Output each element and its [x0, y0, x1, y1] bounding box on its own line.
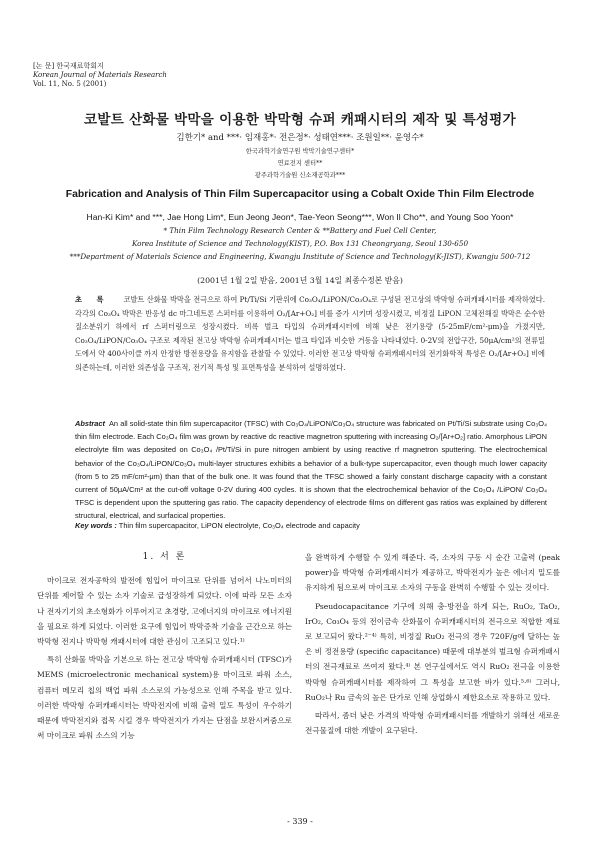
- section-heading: 1. 서 론: [142, 552, 187, 562]
- english-affiliation: Korea Institute of Science and Technology(KIST), P.O. Box 131 Cheongryang, Seoul 130-650: [131, 239, 469, 248]
- keywords-text: Thin film supercapacitor, LiPON electrolyte, Co₃O₄ electrode and capacity: [116, 521, 360, 530]
- journal-name-korean: [논 문] 한국재료학회지: [33, 62, 104, 70]
- journal-name-english: Korean Journal of Materials Research: [33, 71, 167, 79]
- english-abstract: [75, 417, 547, 523]
- english-affiliation: ***Department of Materials Science and Engineering, Kwangju Institute of Science and Technology(K-JIST), Kwangju 500-712: [69, 252, 531, 261]
- body-column-right: [305, 550, 560, 738]
- body-paragraph: 특히 산화물 박막을 기본으로 하는 전고상 박막형 슈퍼캐패시터 (TFSC)가 MEMS (microelectronic mechanical system)용 마이크로 파워 소스, 컴퓨터 메모리 칩의 백업 파워 소스로의 가능성으로 인해 주목을 받고 있다. 이러한 박막형 슈퍼캐패시터는 박막전지에 비해 출력 밀도 특성이 우수하기 때문에 박막전지와 접목 시킬 경우 박막전지가 가지는 단점을 보완시켜줌으로써 마이크로 파워 소스의 기능: [37, 655, 292, 741]
- keywords-label: Key words :: [75, 521, 117, 530]
- page-number: - 339 -: [287, 817, 313, 826]
- keywords: [75, 521, 547, 530]
- english-abstract-text: An all solid-state thin film supercapacitor (TFSC) with Co₃O₄/LiPON/Co₃O₄ structure was fabricated on Pt/Ti/Si substrate using Co₃O₄ thin film electrode. Each Co₃O₄ film was grown by reactive dc reactive magnetron sputtering with increasing O₂/[Ar+O₂] ratio. Amorphous LiPON electrolyte film was deposited on Co₃O₄ /Pt/Ti/Si in pure nitrogen ambient by using reactive rf magnetron sputtering. The electrochemical behavior of the Co₃O₄/LiPON/Co₃O₄ multi-layer structures exhibits a behavior of a bulk-type supercapacitor, even though much lower capacity (from 5 to 25 mF/cm²-μm) than that of the bulk one. It was found that the TFSC showed a fairly constant discharge capacity with a constant current of 50μA/Cm² at the cut-off voltage 0-2V during 400 cycles. It is shown that the electrochemical behavior of the Co₃O₄ /LiPON/ Co₃O₄ TFSC is dependent upon the sputtering gas ratio. The capacity dependency of electrode films on different gas ratios was explained by different structural, electrical, and surfacical properties.: [75, 419, 547, 521]
- body-paragraph: Pseudocapacitance 기구에 의해 충·방전을 하게 되는, RuO₂, TaO₂, IrO₂, Co₃O₄ 등의 전이금속 산화물이 슈퍼캐패시터의 전극으로 적합한 재료로 보고되어 왔다.²⁻⁴⁾ 특히, 비정질 RuO₂ 전극의 경우 720F/g에 달하는 높은 비 정전용량 (specific capacitance) 때문에 대부분의 벌크형 슈퍼캐패시터의 전극재료로 쓰여져 왔다.⁴⁾ 본 연구실에서도 역시 RuO₂ 전극을 이용한 박막형 슈퍼캐패시터를 제작하여 그 특성을 보고한 바가 있다.⁵·⁶⁾ 그러나, RuO₂나 Ru 금속의 높은 단가로 인해 상업화시 제한요소로 작용하고 있다.: [305, 601, 560, 702]
- korean-affiliation: 연료전지 센터**: [277, 160, 323, 167]
- received-dates: (2001년 1월 2일 받음, 2001년 3월 14일 최종수정본 받음): [197, 276, 403, 285]
- korean-abstract: [75, 293, 545, 375]
- journal-volume: Vol. 11, No. 5 (2001): [33, 80, 107, 88]
- english-affiliation: * Thin Film Technology Research Center & **Battery and Fuel Cell Center,: [163, 226, 437, 235]
- korean-affiliation: 한국과학기술연구원 박막기술연구센터*: [245, 148, 355, 155]
- body-paragraph: 을 완벽하게 수행할 수 있게 해준다. 즉, 소자의 구동 시 순간 고출력 (peak power)을 박막형 슈퍼캐패시터가 제공하고, 박막전지가 높은 에너지 밀도를 유지하게 됨으로써 마이크로 소자의 구동을 완벽히 수행할 수 있는 것이다.: [305, 553, 560, 593]
- korean-abstract-text: 코발트 산화물 박막을 전극으로 하여 Pt/Ti/Si 기판위에 Co₃O₄/LiPON/Co₃O₄로 구성된 전고상의 박막형 슈퍼캐패시터를 제작하였다. 각각의 Co₃O₄ 박막은 반응성 dc 마그네트론 스퍼터를 이용하여 O₂/[Ar+O₂] 비를 증가 시키며 성장시켰고, 비정질 LiPON 고체전해질 박막은 순수한 질소분위기 하에서 rf 스퍼터링으로 성장시켰다. 비록 벌크 타입의 슈퍼캐패시터에 비해 낮은 전기용량 (5-25mF/cm²-μm)을 가졌지만, Co₃O₄/LiPON/Co₃O₄ 구조로 제작된 전고상 박막형 슈퍼캐패시터는 벌크 타입과 비슷한 거동을 나타내었다. 0-2V의 전압구간, 50μA/cm²의 전류밀도에서 약 400사이클 까지 안정한 방전용량을 유지함을 관찰할 수 있었다. 이러한 전고상 박막형 슈퍼캐패시터의 전기화학적 특성은 O₂/[Ar+O₂] 비에 의존하는데, 이러한 의존성을 구조적, 전기적 특성 및 표면특성을 분석하여 설명하였다.: [75, 295, 546, 372]
- english-authors: Han-Ki Kim* and ***, Jae Hong Lim*, Eun Jeong Jeon*, Tae-Yeon Seong***, Won Il Cho**, and Young Soo Yoon*: [86, 212, 514, 222]
- english-title: Fabrication and Analysis of Thin Film Supercapacitor using a Cobalt Oxide Thin Film Electrode: [65, 189, 535, 200]
- korean-title: 코발트 산화물 박막을 이용한 박막형 슈퍼 캐패시터의 제작 및 특성평가: [84, 112, 516, 128]
- body-paragraph: 마이크로 전자공학의 발전에 힘입어 마이크로 단위를 넘어서 나노미터의 단위를 제어할 수 있는 소자 기술로 급성장하게 되었다. 이에 따라 모든 소자나 전자기기의 초소형화가 이루어지고 초경량, 고에너지의 마이크로 에너지원을 필요로 하게 되었다. 이러한 요구에 힘입어 박막증착 기술을 근간으로 하는 박막형 전지나 박막형 캐패시터에 대한 관심이 고조되고 있다.¹⁾: [37, 576, 292, 647]
- korean-authors: 김한기* and ***· 임재홍*· 전은정*· 성태연***· 조원일**· 윤영수*: [176, 133, 424, 143]
- journal-header: [33, 62, 167, 89]
- body-paragraph: 따라서, 좀더 낮은 가격의 박막형 슈퍼캐패시터를 개발하기 위해선 새로운 전극물질에 대한 개발이 요구된다.: [305, 711, 560, 736]
- body-column-left: [37, 550, 292, 743]
- korean-affiliation: 광주과학기술원 신소재공학과***: [254, 172, 346, 179]
- english-abstract-label: Abstract: [75, 419, 105, 428]
- korean-abstract-label: 초 록: [75, 295, 110, 304]
